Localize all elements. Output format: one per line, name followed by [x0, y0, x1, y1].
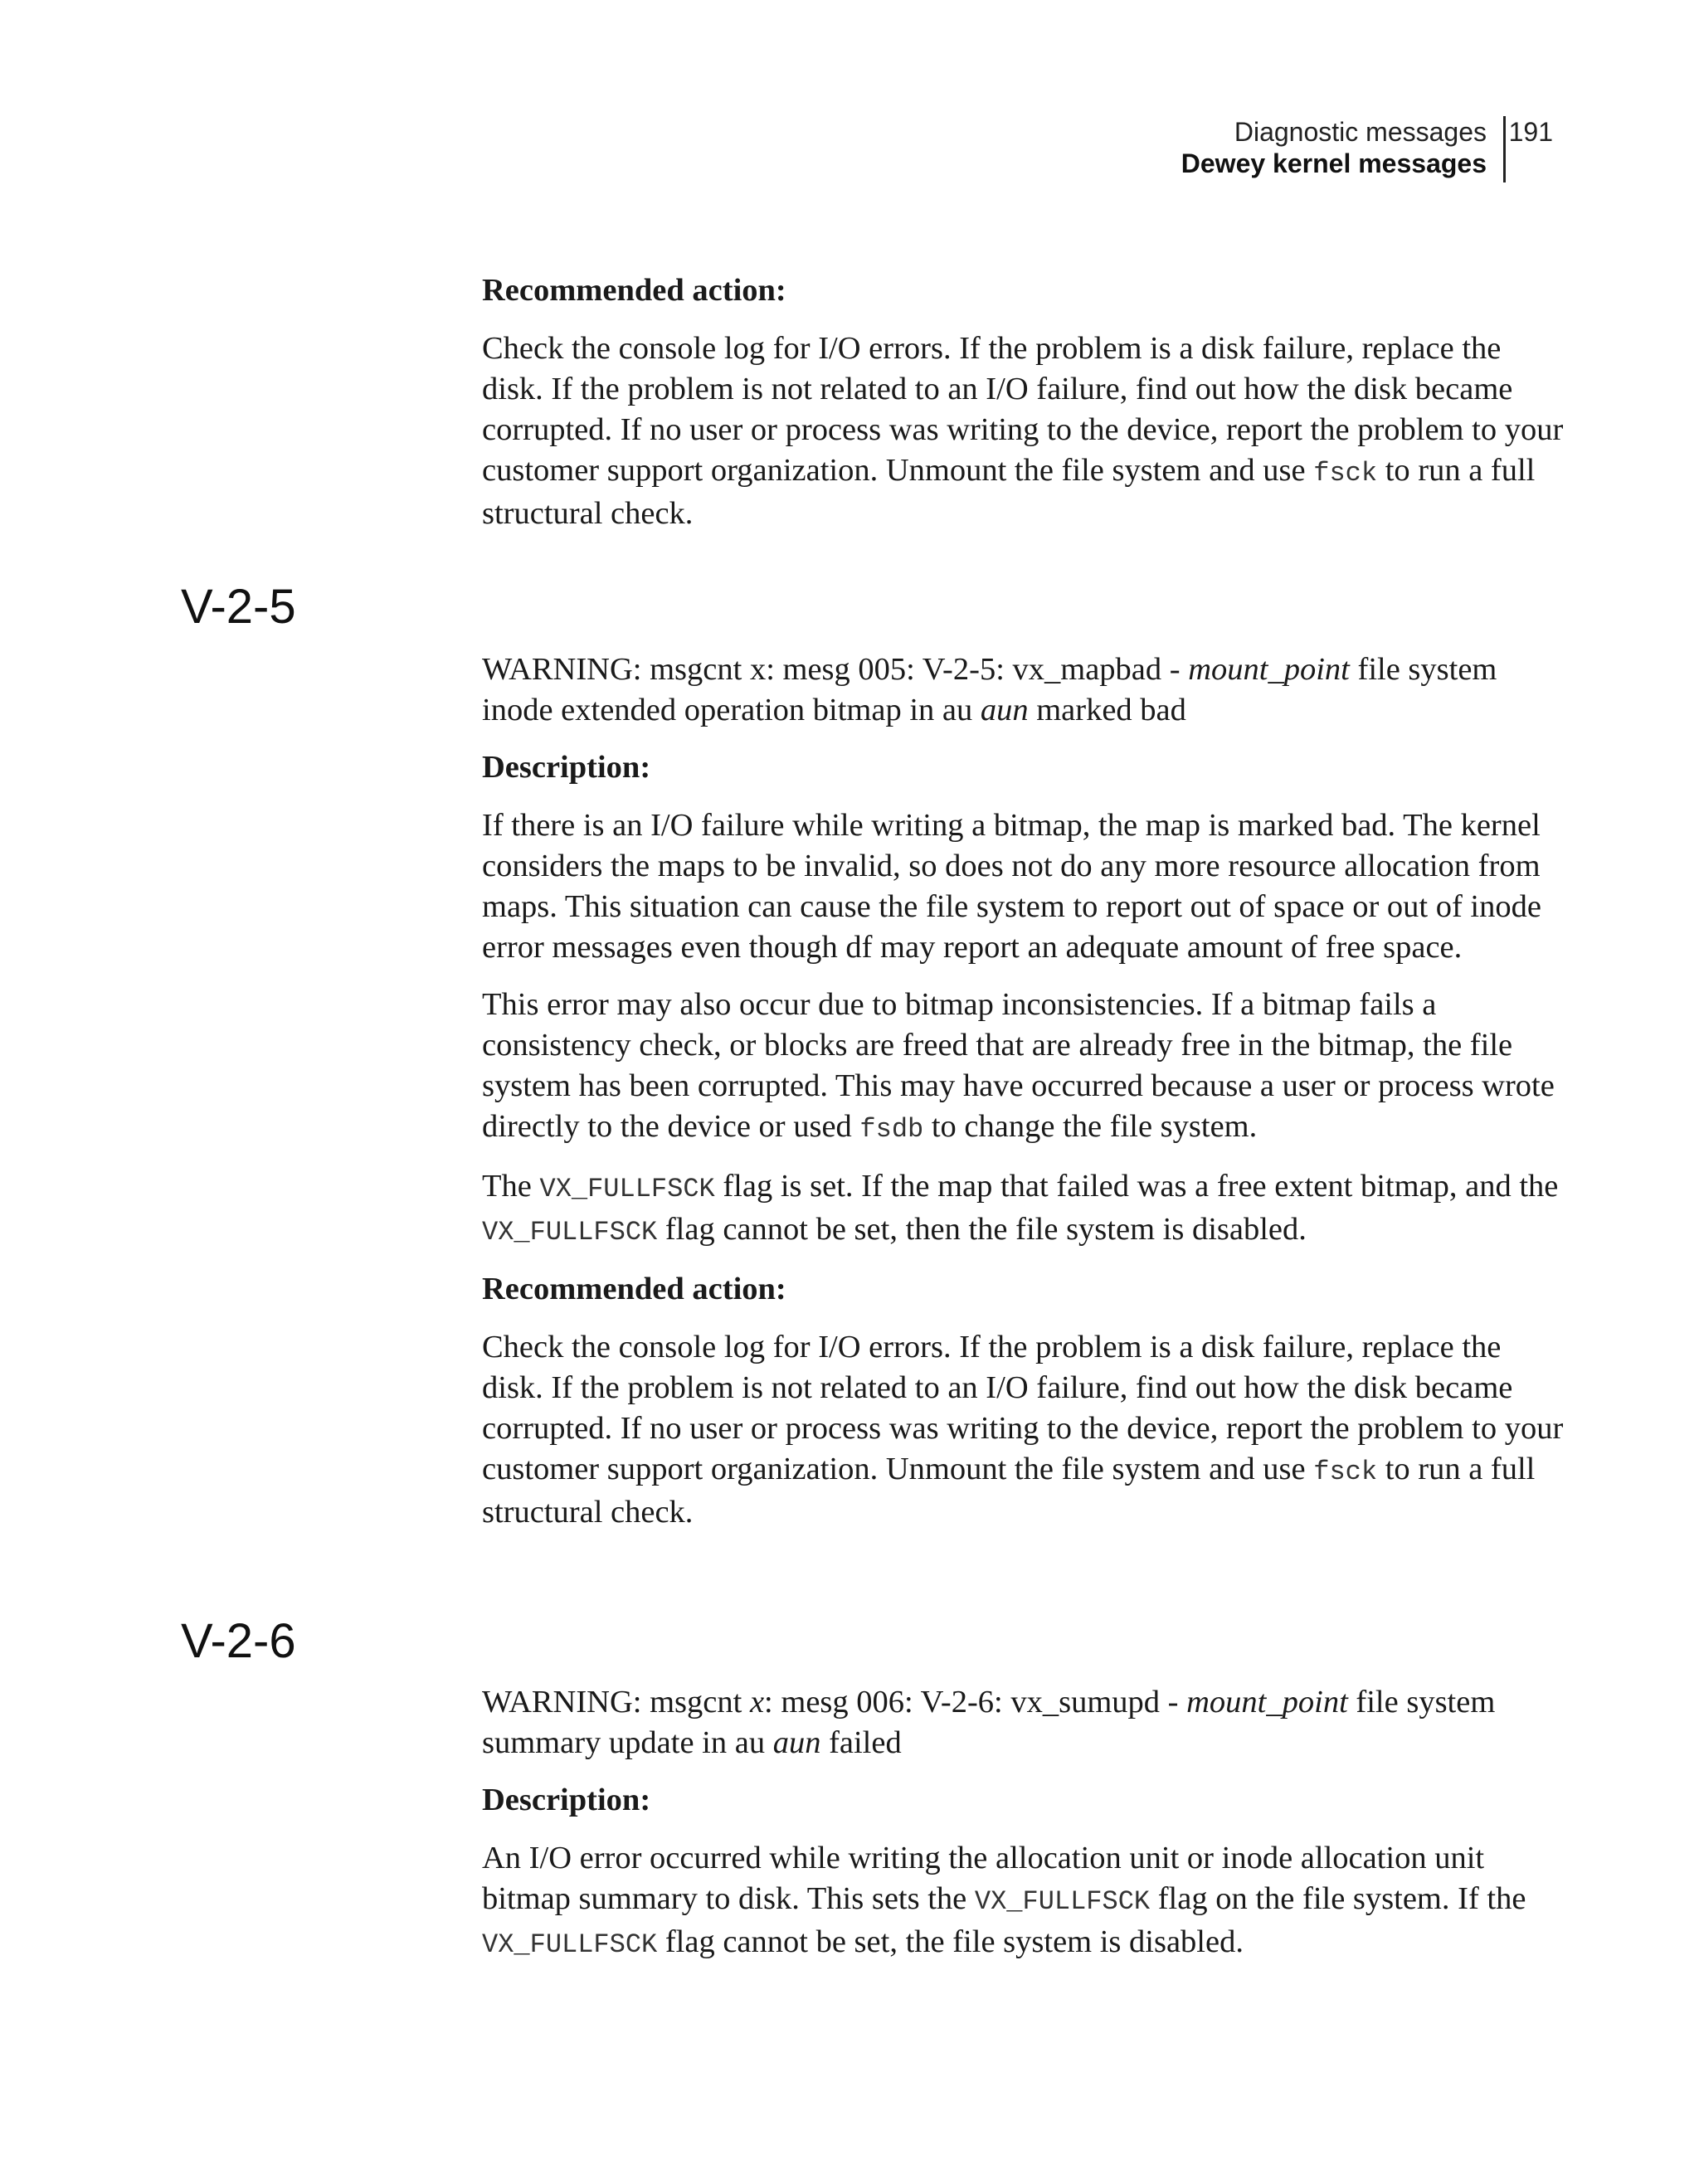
message-id-v-2-5: V-2-5	[181, 580, 296, 634]
description-paragraph: If there is an I/O failure while writing a bitmap, the map is marked bad. The kernel considers the maps to be invalid, so does not do any more resource allocation from maps. This situation can cause the file system to report out of space or out of inode error messages even though df may report an adequate amount of free space.	[482, 808, 1541, 965]
recommended-action-block-1	[482, 270, 1569, 534]
vx-fullfsck-flag: VX_FULLFSCK	[539, 1174, 715, 1204]
chapter-title: Diagnostic messages	[1234, 117, 1487, 147]
fsdb-command: fsdb	[859, 1114, 924, 1145]
message-v-2-6	[482, 1682, 1569, 1965]
vx-fullfsck-flag: VX_FULLFSCK	[482, 1929, 658, 1960]
recommended-action-text: Check the console log for I/O errors. If the problem is a disk failure, replace the disk. If the problem is not related to an I/O failure, find out how the disk became corrupted. If no user or process was writing to the device, report the problem to your customer support organization. Unmount the file system and use fsck to run a full structural check.	[482, 1330, 1564, 1530]
warning-message: WARNING: msgcnt x: mesg 005: V-2-5: vx_mapbad - mount_point file system inode extended operation bitmap in au aun marked bad	[482, 652, 1497, 727]
description-heading: Description:	[482, 750, 651, 785]
description-heading: Description:	[482, 1783, 651, 1817]
running-header	[996, 116, 1553, 186]
page-number: 191	[1508, 117, 1553, 147]
warning-message: WARNING: msgcnt x: mesg 006: V-2-6: vx_sumupd - mount_point file system summary update in au aun failed	[482, 1685, 1496, 1760]
description-paragraph: An I/O error occurred while writing the allocation unit or inode allocation unit bitmap summary to disk. This sets the VX_FULLFSCK flag on the file system. If the VX_FULLFSCK flag cannot be set, the file system is disabled.	[482, 1841, 1526, 1960]
recommended-action-heading: Recommended action:	[482, 1272, 786, 1306]
recommended-action-heading: Recommended action:	[482, 273, 786, 308]
description-paragraph: This error may also occur due to bitmap inconsistencies. If a bitmap fails a consistency check, or blocks are freed that are already free in the bitmap, the file system has been corrupted. This may have occurred because a user or process wrote directly to the device or used fsdb to change the file system.	[482, 987, 1555, 1145]
description-paragraph: The VX_FULLFSCK flag is set. If the map that failed was a free extent bitmap, and the VX_FULLFSCK flag cannot be set, then the file system is disabled.	[482, 1169, 1559, 1248]
fsck-command: fsck	[1313, 458, 1378, 489]
vx-fullfsck-flag: VX_FULLFSCK	[482, 1217, 658, 1248]
header-titles	[1181, 116, 1487, 179]
vx-fullfsck-flag: VX_FULLFSCK	[974, 1886, 1151, 1917]
fsck-command: fsck	[1313, 1457, 1378, 1487]
header-divider	[1503, 116, 1506, 182]
section-title: Dewey kernel messages	[1181, 148, 1487, 178]
message-v-2-5	[482, 649, 1569, 1533]
recommended-action-text: Check the console log for I/O errors. If the problem is a disk failure, replace the disk. If the problem is not related to an I/O failure, find out how the disk became corrupted. If no user or process was writing to the device, report the problem to your customer support organization. Unmount the file system and use fsck to run a full structural check.	[482, 331, 1564, 531]
message-id-v-2-6: V-2-6	[181, 1614, 296, 1668]
